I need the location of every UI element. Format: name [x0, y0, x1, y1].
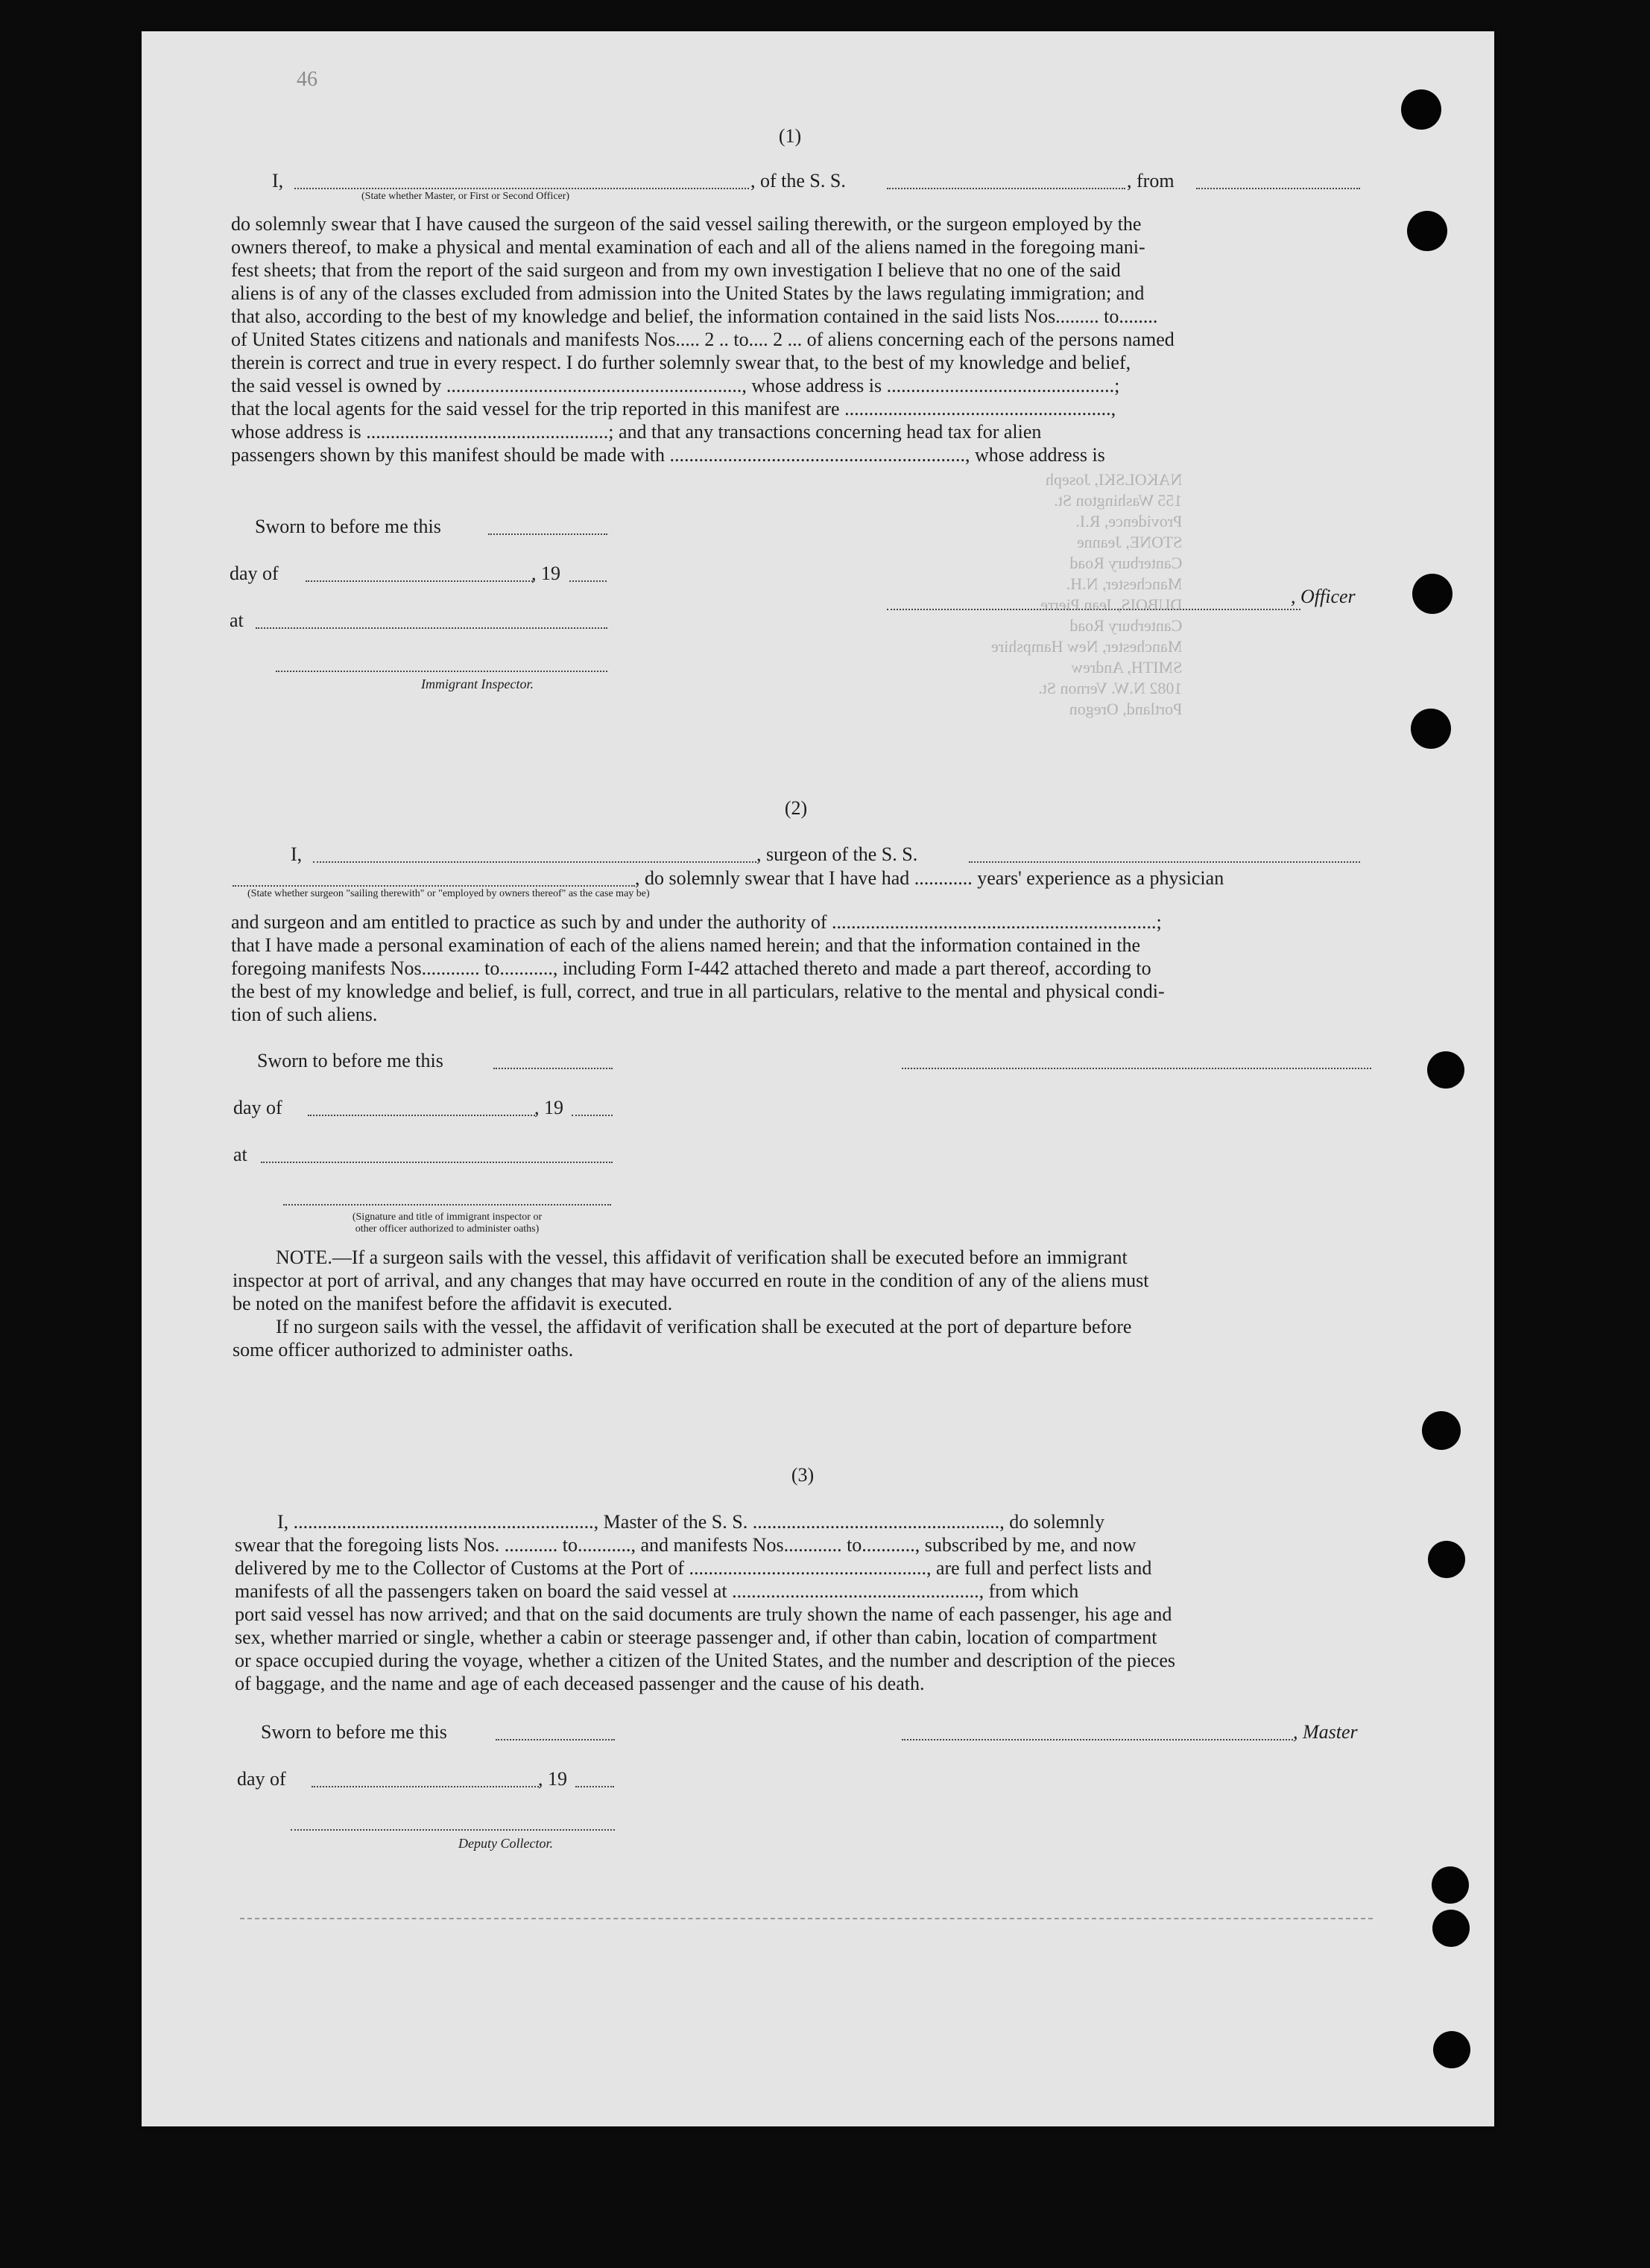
section1-line: passengers shown by this manifest should be made with ............................................................., whose address is	[231, 444, 1105, 466]
surgeon-vessel-line	[969, 861, 1360, 863]
section1-day-of: day of	[230, 563, 279, 584]
from-label: , from	[1127, 170, 1175, 191]
master-note: (State whether Master, or First or Second Officer)	[361, 191, 570, 202]
section3-year: , 19	[538, 1768, 567, 1790]
section3-number: (3)	[791, 1464, 815, 1486]
deputy-collector-label: Deputy Collector.	[458, 1836, 553, 1851]
section3-line: of baggage, and the name and age of each deceased passenger and the cause of his death.	[235, 1673, 925, 1694]
binder-hole-5	[1427, 1051, 1464, 1089]
section2-line: and surgeon and am entitled to practice as such by and under the authority of ...................................................................;	[231, 911, 1162, 933]
section2-at: at	[233, 1144, 247, 1165]
section3-line: delivered by me to the Collector of Customs at the Port of ................................................., are full and perfect lists and	[235, 1557, 1152, 1579]
note-line: some officer authorized to administer oaths.	[233, 1339, 574, 1361]
section1-line: that the local agents for the said vessel for the trip reported in this manifest are .......................................................,	[231, 398, 1116, 419]
inspector-signature-line	[276, 671, 607, 672]
section3-line: I, .............................................................., Master of the S. S. ..................................................., do solemnly	[277, 1511, 1105, 1533]
section1-line: whose address is ..................................................; and that any transactions concerning head tax for alien	[231, 421, 1042, 443]
section2-line: tion of such aliens.	[231, 1004, 378, 1025]
section1-line: do solemnly swear that I have caused the surgeon of the said vessel sailing therewith, or the surgeon employed by the	[231, 213, 1142, 235]
section3-line: port said vessel has now arrived; and that on the said documents are truly shown the name of each passenger, his age and	[235, 1603, 1172, 1625]
year-line	[569, 580, 607, 582]
section2-swear-line: , do solemnly swear that I have had ............ years' experience as a physician	[635, 867, 1224, 889]
section2-i: I,	[291, 843, 303, 865]
section1-line: that also, according to the best of my knowledge and belief, the information contained in the said lists Nos......... to........	[231, 305, 1158, 327]
section1-line: aliens is of any of the classes excluded from admission into the United States by the laws regulating immigration; and	[231, 282, 1145, 304]
section2-year: , 19	[534, 1097, 563, 1118]
binder-hole-1	[1401, 89, 1441, 130]
sworn-date-line	[488, 533, 607, 535]
year-line-3	[575, 1786, 614, 1787]
collector-signature-line	[291, 1829, 615, 1831]
binder-hole-6	[1422, 1411, 1461, 1450]
note-line: NOTE.—If a surgeon sails with the vessel, this affidavit of verification shall be executed before an immigrant	[276, 1247, 1128, 1268]
at-line-2	[261, 1162, 613, 1163]
section3-line: swear that the foregoing lists Nos. ........... to..........., and manifests Nos............ to..........., subscribed by me, and now	[235, 1534, 1137, 1556]
section1-year: , 19	[531, 563, 560, 584]
master-name-line	[294, 188, 749, 189]
section1-line: of United States citizens and nationals and manifests Nos..... 2 .. to.... 2 ... of aliens concerning each of the persons named	[231, 329, 1175, 350]
surgeon-signature-line	[902, 1068, 1371, 1069]
page-number: 46	[297, 68, 317, 91]
from-port-line	[1196, 188, 1360, 189]
section2-day-of: day of	[233, 1097, 282, 1118]
day-of-line-2	[308, 1115, 535, 1116]
bleed-through: NAKOLSKI, Joseph 155 Washington St. Providence, R.I. STONE, Jeanne Canterbury Road Manchester, N.H. DUBOIS, Jean Pierre Canterbury Road Manchester, New Hampshire SMITH, Andrew 1082 N.W. Vernon St. Portland, Oregon	[991, 470, 1183, 718]
binder-hole-9	[1432, 1910, 1470, 1947]
note-line: If no surgeon sails with the vessel, the affidavit of verification shall be executed at the port of departure before	[276, 1316, 1132, 1337]
binder-hole-2	[1407, 211, 1447, 251]
section2-number: (2)	[784, 797, 808, 819]
year-line-2	[572, 1115, 613, 1116]
section2-sworn: Sworn to before me this	[257, 1050, 443, 1071]
section2-line: that I have made a personal examination of each of the aliens named herein; and that the information contained in the	[231, 934, 1141, 956]
master-label: , Master	[1293, 1721, 1358, 1743]
note-line: be noted on the manifest before the affidavit is executed.	[233, 1293, 673, 1314]
day-of-line	[306, 580, 533, 582]
master-signature-line	[902, 1739, 1293, 1740]
section3-line: or space occupied during the voyage, whether a citizen of the United States, and the number and description of the pieces	[235, 1650, 1176, 1671]
immigrant-inspector-label: Immigrant Inspector.	[421, 677, 534, 691]
surgeon-of-label: , surgeon of the S. S.	[756, 843, 918, 865]
section3-line: sex, whether married or single, whether a cabin or steerage passenger and, if other than cabin, location of compartment	[235, 1626, 1157, 1648]
binder-hole-7	[1428, 1541, 1465, 1578]
section1-sworn: Sworn to before me this	[255, 516, 441, 537]
note-line: inspector at port of arrival, and any changes that may have occurred en route in the condition of any of the aliens must	[233, 1270, 1149, 1291]
vessel-name-line	[887, 188, 1125, 189]
of-ss-label: , of the S. S.	[750, 170, 846, 191]
section1-at: at	[230, 609, 244, 631]
sworn-date-line-3	[496, 1739, 615, 1740]
surgeon-type-line	[233, 885, 635, 887]
section1-number: (1)	[778, 125, 802, 147]
section2-line: foregoing manifests Nos............ to..........., including Form I-442 attached thereto and made a part thereof, according to	[231, 957, 1151, 979]
officer-label: , Officer	[1291, 586, 1356, 607]
sig-note-1: (Signature and title of immigrant inspector or	[352, 1211, 543, 1223]
bottom-rule	[240, 1918, 1373, 1919]
surgeon-name-line	[313, 861, 756, 863]
section1-line: therein is correct and true in every respect. I do further solemnly swear that, to the best of my knowledge and belief,	[231, 352, 1131, 373]
binder-hole-10	[1433, 2031, 1470, 2068]
section1-i: I,	[272, 170, 284, 191]
at-line	[256, 627, 607, 629]
section1-line: owners thereof, to make a physical and mental examination of each and all of the aliens named in the foregoing mani-	[231, 236, 1145, 258]
section1-line: the said vessel is owned by ............................................................., whose address is ...............................................;	[231, 375, 1120, 396]
section3-day-of: day of	[237, 1768, 286, 1790]
binder-hole-3	[1412, 574, 1453, 614]
inspector-signature-line-2	[283, 1204, 611, 1206]
section3-line: manifests of all the passengers taken on board the said vessel at ..................................................., from which	[235, 1580, 1079, 1602]
sworn-date-line-2	[493, 1068, 613, 1069]
section2-line: the best of my knowledge and belief, is full, correct, and true in all particulars, relative to the mental and physical condi-	[231, 981, 1165, 1002]
section1-line: fest sheets; that from the report of the said surgeon and from my own investigation I believe that no one of the said	[231, 259, 1121, 281]
surgeon-type-note: (State whether surgeon "sailing therewith" or "employed by owners thereof" as the case may be)	[247, 888, 650, 899]
binder-hole-8	[1432, 1866, 1469, 1904]
binder-hole-4	[1411, 709, 1451, 749]
day-of-line-3	[312, 1786, 539, 1787]
section3-sworn: Sworn to before me this	[261, 1721, 447, 1743]
sig-note-2: other officer authorized to administer oaths)	[355, 1223, 540, 1235]
